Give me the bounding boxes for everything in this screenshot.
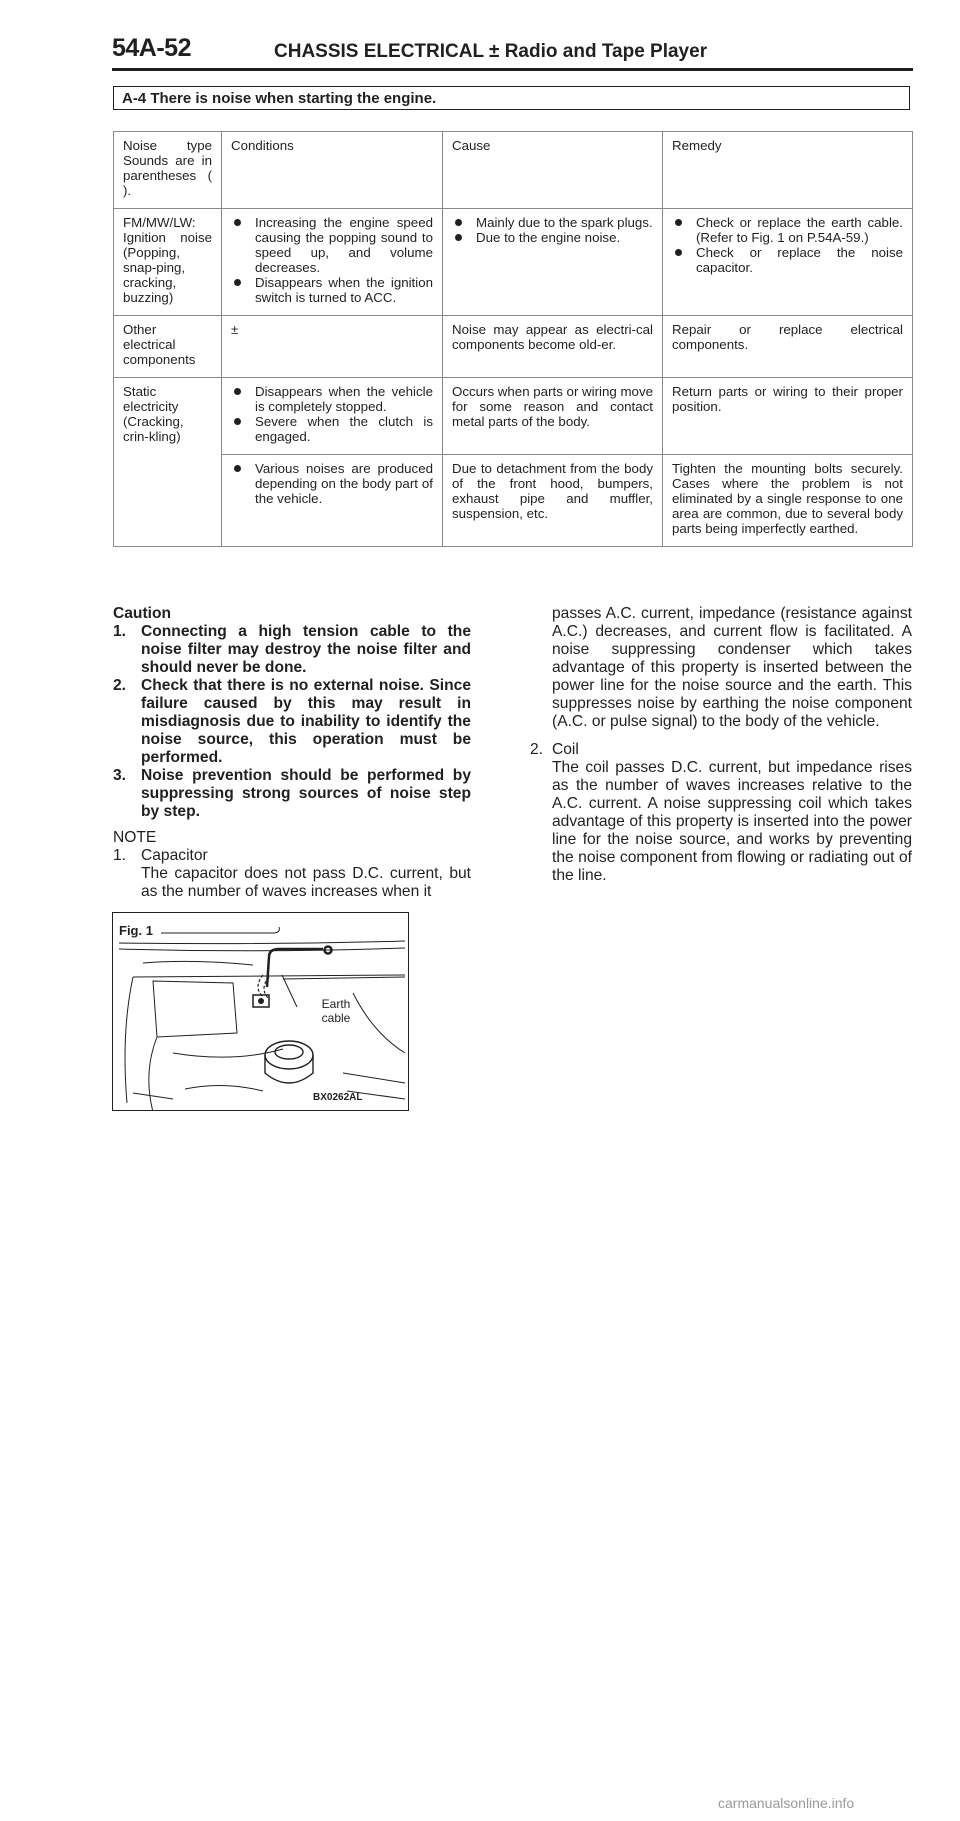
cell-cause: Due to detachment from the body of the front hood, bumpers, exhaust pipe and muffler, suspension, etc. <box>443 455 663 547</box>
engine-bay-illustration <box>113 913 409 1111</box>
list-item: Various noises are produced depending on the body part of the vehicle. <box>231 461 433 506</box>
header-cause: Cause <box>443 132 663 209</box>
note-body: The coil passes D.C. current, but impedance rises as the number of waves increases relative to the A.C. current. A noise suppressing coil which takes advantage of this property is inserted into the power line for the noise source, and works by preventing the noise component from flowing or radiating out of the line. <box>552 759 912 884</box>
table-header-row <box>114 132 913 209</box>
callout-line: cable <box>321 1011 351 1025</box>
list-item: Due to the engine noise. <box>452 230 653 245</box>
list-item: Severe when the clutch is engaged. <box>231 414 433 444</box>
cell-noise-type: FM/MW/LW: Ignition noise (Popping, snap-ping, cracking, buzzing) <box>114 209 222 316</box>
list-item: Increasing the engine speed causing the popping sound to speed up, and volume decreases. <box>231 215 433 275</box>
caution-text: Check that there is no external noise. Since failure caused by this may result in misdiagnosis due to inability to identify the noise source, this operation must be performed. <box>141 677 471 766</box>
list-number: 1. <box>113 847 127 864</box>
table-row <box>114 209 913 316</box>
note-heading: Coil <box>552 741 579 758</box>
callout-line: Earth <box>321 997 351 1011</box>
note-heading: Capacitor <box>141 847 208 864</box>
left-column <box>113 605 471 901</box>
section-title: A-4 There is noise when starting the engine. <box>113 86 910 110</box>
cell-conditions <box>222 209 443 316</box>
cell-cause <box>443 209 663 316</box>
note-item-capacitor <box>113 847 471 901</box>
note-title: NOTE <box>113 829 157 846</box>
header-noise-type: Noise type Sounds are in parentheses ( ). <box>114 132 222 209</box>
list-item <box>113 767 471 821</box>
list-item: Disappears when the vehicle is completely stopped. <box>231 384 433 414</box>
cell-noise-type: Other electrical components <box>114 316 222 378</box>
figure-earth-cable <box>112 912 409 1111</box>
cell-remedy: Repair or replace electrical components. <box>663 316 913 378</box>
caution-text: Noise prevention should be performed by suppressing strong sources of noise step by step. <box>141 767 471 820</box>
list-item: Mainly due to the spark plugs. <box>452 215 653 230</box>
cell-cause: Occurs when parts or wiring move for some reason and contact metal parts of the body. <box>443 378 663 455</box>
header-rule <box>112 68 913 71</box>
list-number: 3. <box>113 767 127 784</box>
header-conditions: Conditions <box>222 132 443 209</box>
watermark: carmanualsonline.info <box>718 1795 855 1811</box>
table-row <box>114 455 913 547</box>
cell-cause: Noise may appear as electri-cal components become old-er. <box>443 316 663 378</box>
list-item: Check or replace the earth cable. (Refer to Fig. 1 on P.54A-59.) <box>672 215 903 245</box>
cell-remedy: Tighten the mounting bolts securely. Cases where the problem is not eliminated by a single response to one area are common, due to several body parts being imperfectly earthed. <box>663 455 913 547</box>
table-row <box>114 378 913 455</box>
list-item: Check or replace the noise capacitor. <box>672 245 903 275</box>
note-body-continued: passes A.C. current, impedance (resistance against A.C.) decreases, and current flow is facilitated. A noise suppressing condenser which takes advantage of this property is inserted between the power line for the noise source and the earth. This suppresses noise by earthing the noise component (A.C. or pulse signal) to the body of the vehicle. <box>552 605 912 730</box>
noise-diagnosis-table <box>113 131 913 547</box>
table-row <box>114 316 913 378</box>
header-remedy: Remedy <box>663 132 913 209</box>
cell-remedy: Return parts or wiring to their proper position. <box>663 378 913 455</box>
list-item: Disappears when the ignition switch is turned to ACC. <box>231 275 433 305</box>
running-head: CHASSIS ELECTRICAL ± Radio and Tape Player <box>274 41 708 62</box>
list-number: 2. <box>530 741 544 758</box>
caution-title: Caution <box>113 605 172 622</box>
cell-noise-type: Static electricity (Cracking, crin-kling) <box>114 378 222 547</box>
caution-text: Connecting a high tension cable to the noise filter may destroy the noise filter and should never be done. <box>141 623 471 676</box>
cell-conditions: ± <box>222 316 443 378</box>
list-item <box>113 623 471 677</box>
earth-cable-callout <box>311 997 361 1025</box>
cell-remedy <box>663 209 913 316</box>
cell-conditions <box>222 455 443 547</box>
cell-conditions <box>222 378 443 455</box>
page-number: 54A-52 <box>112 34 191 62</box>
caution-list <box>113 623 471 821</box>
right-column <box>524 605 912 885</box>
note-body: The capacitor does not pass D.C. current, but as the number of waves increases when it <box>141 865 471 900</box>
note-item-coil <box>524 741 912 885</box>
list-item <box>113 677 471 767</box>
figure-code: BX0262AL <box>313 1092 363 1103</box>
list-number: 2. <box>113 677 127 694</box>
figure-label: Fig. 1 <box>119 923 153 938</box>
list-number: 1. <box>113 623 127 640</box>
